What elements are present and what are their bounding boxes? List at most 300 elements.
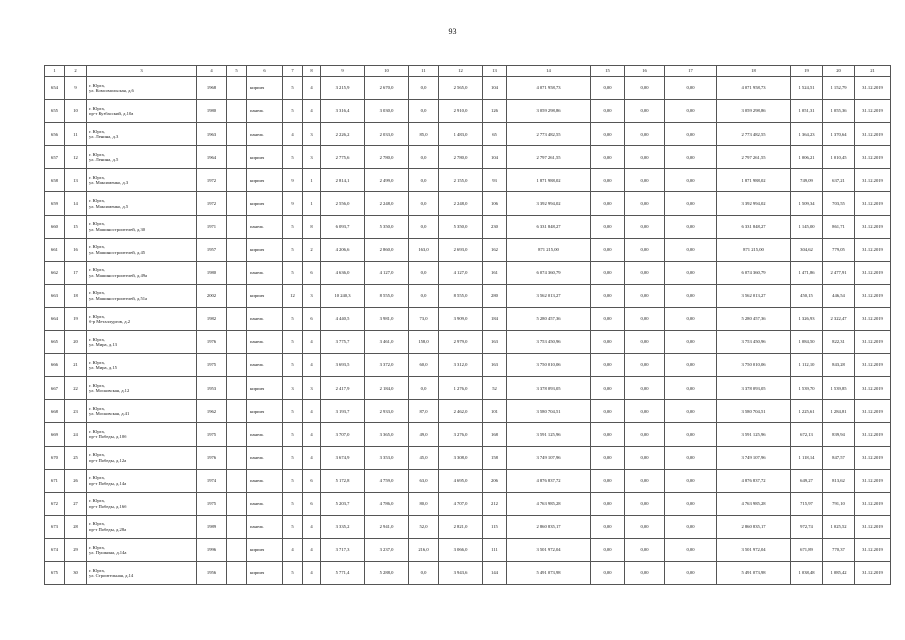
cell-c21: 31.12.2019 bbox=[855, 446, 891, 469]
cell-c5 bbox=[227, 146, 247, 169]
cell-c8: 3 bbox=[303, 377, 321, 400]
cell-c17: 0,00 bbox=[665, 515, 717, 538]
cell-c21: 31.12.2019 bbox=[855, 77, 891, 100]
table-row bbox=[45, 261, 891, 284]
address-city: г. Юрга, bbox=[89, 336, 105, 342]
address-street: пр-т Победы, д.14а bbox=[89, 480, 127, 486]
cell-c19: 1 038,48 bbox=[791, 561, 823, 584]
cell-c20: 1 370,64 bbox=[823, 123, 855, 146]
cell-c10: 3 353,0 bbox=[365, 446, 409, 469]
cell-c5 bbox=[227, 77, 247, 100]
address-street: ул. Ленина, д.3 bbox=[89, 134, 119, 140]
cell-c17: 0,00 bbox=[665, 77, 717, 100]
cell-c11: 0,0 bbox=[409, 100, 439, 123]
cell-c2: 14 bbox=[65, 192, 87, 215]
cell-c10: 2 941,0 bbox=[365, 515, 409, 538]
cell-c15: 0,00 bbox=[591, 515, 625, 538]
cell-c8: 4 bbox=[303, 561, 321, 584]
cell-c7: 5 bbox=[283, 307, 303, 330]
cell-c6: кирпич bbox=[247, 284, 283, 307]
cell-c7: 4 bbox=[283, 123, 303, 146]
address-city: г. Юрга, bbox=[89, 452, 105, 458]
cell-c2: 20 bbox=[65, 331, 87, 354]
cell-c8: 4 bbox=[303, 423, 321, 446]
address-cell bbox=[87, 377, 197, 400]
cell-c21: 31.12.2019 bbox=[855, 561, 891, 584]
cell-c6: панель bbox=[247, 492, 283, 515]
table-row bbox=[45, 307, 891, 330]
cell-c15: 0,00 bbox=[591, 215, 625, 238]
cell-c14: 3 750 010,06 bbox=[507, 354, 591, 377]
cell-c9: 3 335,2 bbox=[321, 515, 365, 538]
cell-c12: 4 695,0 bbox=[439, 469, 483, 492]
cell-c7: 5 bbox=[283, 77, 303, 100]
cell-c12: 2 248,0 bbox=[439, 192, 483, 215]
address-street: пр-т Кузбасский, д.10а bbox=[89, 111, 134, 117]
cell-c9: 2 775,6 bbox=[321, 146, 365, 169]
address-cell bbox=[87, 100, 197, 123]
cell-c18: 3 591 125,96 bbox=[717, 423, 791, 446]
cell-c20: 2 322,47 bbox=[823, 307, 855, 330]
cell-c5 bbox=[227, 377, 247, 400]
cell-c21: 31.12.2019 bbox=[855, 354, 891, 377]
cell-c13: 162 bbox=[483, 238, 507, 261]
cell-c10: 5 350,0 bbox=[365, 215, 409, 238]
table-row bbox=[45, 377, 891, 400]
cell-c17: 0,00 bbox=[665, 261, 717, 284]
cell-c8: 4 bbox=[303, 515, 321, 538]
address-street: б-р Металлургов, д.2 bbox=[89, 318, 131, 324]
address-city: г. Юрга, bbox=[89, 521, 105, 527]
cell-c4: 1953 bbox=[197, 377, 227, 400]
address-city: г. Юрга, bbox=[89, 175, 105, 181]
cell-c21: 31.12.2019 bbox=[855, 423, 891, 446]
address-cell bbox=[87, 192, 197, 215]
column-header: 5 bbox=[227, 66, 247, 77]
address-street: ул. Машиностроителей, д.49а bbox=[89, 272, 148, 278]
cell-c13: 101 bbox=[483, 400, 507, 423]
cell-c1: 660 bbox=[45, 215, 65, 238]
address-street: ул. Машиностроителей, д.51а bbox=[89, 295, 148, 301]
address-street: пр-т Победы, д.16б bbox=[89, 503, 127, 509]
cell-c9: 3 775,7 bbox=[321, 331, 365, 354]
cell-c5 bbox=[227, 423, 247, 446]
cell-c16: 0,00 bbox=[625, 123, 665, 146]
cell-c21: 31.12.2019 bbox=[855, 515, 891, 538]
cell-c2: 30 bbox=[65, 561, 87, 584]
cell-c19: 304,62 bbox=[791, 238, 823, 261]
cell-c4: 1957 bbox=[197, 238, 227, 261]
table-row bbox=[45, 238, 891, 261]
cell-c11: 0,0 bbox=[409, 77, 439, 100]
cell-c11: 0,0 bbox=[409, 192, 439, 215]
table-row bbox=[45, 515, 891, 538]
cell-c12: 5 350,0 bbox=[439, 215, 483, 238]
cell-c17: 0,00 bbox=[665, 307, 717, 330]
address-street: ул. Комсомольская, д.6 bbox=[89, 88, 134, 94]
cell-c19: 1 471,86 bbox=[791, 261, 823, 284]
cell-c20: 839,94 bbox=[823, 423, 855, 446]
cell-c2: 24 bbox=[65, 423, 87, 446]
cell-c2: 25 bbox=[65, 446, 87, 469]
cell-c8: 4 bbox=[303, 77, 321, 100]
cell-c18: 3 562 013,27 bbox=[717, 284, 791, 307]
cell-c10: 3 372,0 bbox=[365, 354, 409, 377]
cell-c13: 111 bbox=[483, 538, 507, 561]
cell-c6: панель bbox=[247, 446, 283, 469]
cell-c9: 4 206,6 bbox=[321, 238, 365, 261]
cell-c17: 0,00 bbox=[665, 284, 717, 307]
cell-c18: 5 491 073,98 bbox=[717, 561, 791, 584]
cell-c13: 230 bbox=[483, 215, 507, 238]
cell-c15: 0,00 bbox=[591, 192, 625, 215]
cell-c2: 17 bbox=[65, 261, 87, 284]
cell-c15: 0,00 bbox=[591, 331, 625, 354]
cell-c14: 3 749 107,96 bbox=[507, 446, 591, 469]
cell-c7: 5 bbox=[283, 561, 303, 584]
cell-c14: 3 501 972,04 bbox=[507, 538, 591, 561]
cell-c21: 31.12.2019 bbox=[855, 192, 891, 215]
cell-c20: 1 539,85 bbox=[823, 377, 855, 400]
cell-c13: 280 bbox=[483, 284, 507, 307]
column-header: 20 bbox=[823, 66, 855, 77]
cell-c1: 659 bbox=[45, 192, 65, 215]
cell-c7: 5 bbox=[283, 469, 303, 492]
column-header: 6 bbox=[247, 66, 283, 77]
cell-c8: 1 bbox=[303, 192, 321, 215]
cell-c17: 0,00 bbox=[665, 400, 717, 423]
cell-c18: 3 753 450,96 bbox=[717, 331, 791, 354]
cell-c19: 450,15 bbox=[791, 284, 823, 307]
cell-c1: 666 bbox=[45, 354, 65, 377]
cell-c5 bbox=[227, 515, 247, 538]
cell-c11: 60,0 bbox=[409, 354, 439, 377]
cell-c14: 3 392 994,02 bbox=[507, 192, 591, 215]
cell-c17: 0,00 bbox=[665, 377, 717, 400]
address-city: г. Юрга, bbox=[89, 429, 105, 435]
address-street: пр-т Победы, д.10б bbox=[89, 434, 127, 440]
cell-c13: 106 bbox=[483, 192, 507, 215]
column-header: 3 bbox=[87, 66, 197, 77]
cell-c15: 0,00 bbox=[591, 400, 625, 423]
address-cell bbox=[87, 423, 197, 446]
cell-c13: 65 bbox=[483, 123, 507, 146]
address-cell bbox=[87, 146, 197, 169]
table-row bbox=[45, 123, 891, 146]
address-cell bbox=[87, 538, 197, 561]
cell-c17: 0,00 bbox=[665, 423, 717, 446]
cell-c16: 0,00 bbox=[625, 492, 665, 515]
cell-c2: 16 bbox=[65, 238, 87, 261]
cell-c10: 3 237,0 bbox=[365, 538, 409, 561]
cell-c6: кирпич bbox=[247, 561, 283, 584]
cell-c19: 1 084,50 bbox=[791, 331, 823, 354]
page-number: 93 bbox=[448, 27, 457, 36]
cell-c21: 31.12.2019 bbox=[855, 469, 891, 492]
cell-c8: 6 bbox=[303, 469, 321, 492]
table-row bbox=[45, 469, 891, 492]
cell-c16: 0,00 bbox=[625, 77, 665, 100]
cell-c4: 1975 bbox=[197, 423, 227, 446]
cell-c16: 0,00 bbox=[625, 261, 665, 284]
cell-c19: 671,89 bbox=[791, 538, 823, 561]
cell-c10: 2 248,0 bbox=[365, 192, 409, 215]
cell-c9: 3 193,7 bbox=[321, 400, 365, 423]
cell-c19: 1 225,61 bbox=[791, 400, 823, 423]
cell-c4: 1974 bbox=[197, 469, 227, 492]
cell-c20: 861,71 bbox=[823, 215, 855, 238]
cell-c15: 0,00 bbox=[591, 77, 625, 100]
cell-c6: панель bbox=[247, 261, 283, 284]
cell-c10: 3 365,0 bbox=[365, 423, 409, 446]
cell-c18: 6 074 360,79 bbox=[717, 261, 791, 284]
cell-c18: 6 331 848,27 bbox=[717, 215, 791, 238]
cell-c1: 657 bbox=[45, 146, 65, 169]
cell-c8: 3 bbox=[303, 146, 321, 169]
table-row bbox=[45, 100, 891, 123]
cell-c21: 31.12.2019 bbox=[855, 215, 891, 238]
cell-c21: 31.12.2019 bbox=[855, 307, 891, 330]
cell-c21: 31.12.2019 bbox=[855, 538, 891, 561]
cell-c1: 675 bbox=[45, 561, 65, 584]
cell-c4: 1968 bbox=[197, 77, 227, 100]
cell-c15: 0,00 bbox=[591, 446, 625, 469]
address-street: ул. Максименко, д.3 bbox=[89, 180, 129, 186]
cell-c6: кирпич bbox=[247, 169, 283, 192]
address-cell bbox=[87, 307, 197, 330]
cell-c7: 5 bbox=[283, 261, 303, 284]
cell-c10: 5 288,0 bbox=[365, 561, 409, 584]
address-city: г. Юрга, bbox=[89, 105, 105, 111]
column-header: 19 bbox=[791, 66, 823, 77]
cell-c21: 31.12.2019 bbox=[855, 377, 891, 400]
cell-c7: 9 bbox=[283, 169, 303, 192]
cell-c14: 4 071 958,73 bbox=[507, 77, 591, 100]
column-header: 9 bbox=[321, 66, 365, 77]
cell-c7: 5 bbox=[283, 215, 303, 238]
cell-c18: 1 871 988,02 bbox=[717, 169, 791, 192]
cell-c14: 2 773 482,55 bbox=[507, 123, 591, 146]
cell-c15: 0,00 bbox=[591, 469, 625, 492]
cell-c17: 0,00 bbox=[665, 354, 717, 377]
cell-c1: 663 bbox=[45, 284, 65, 307]
cell-c15: 0,00 bbox=[591, 146, 625, 169]
cell-c20: 813,62 bbox=[823, 469, 855, 492]
cell-c7: 5 bbox=[283, 100, 303, 123]
cell-c21: 31.12.2019 bbox=[855, 123, 891, 146]
cell-c16: 0,00 bbox=[625, 169, 665, 192]
cell-c14: 4 763 985,28 bbox=[507, 492, 591, 515]
cell-c9: 5 203,7 bbox=[321, 492, 365, 515]
cell-c7: 5 bbox=[283, 146, 303, 169]
cell-c16: 0,00 bbox=[625, 446, 665, 469]
cell-c9: 10 240,3 bbox=[321, 284, 365, 307]
cell-c15: 0,00 bbox=[591, 261, 625, 284]
cell-c9: 4 636,0 bbox=[321, 261, 365, 284]
column-header: 15 bbox=[591, 66, 625, 77]
cell-c2: 13 bbox=[65, 169, 87, 192]
cell-c18: 3 392 994,02 bbox=[717, 192, 791, 215]
cell-c19: 1 006,21 bbox=[791, 146, 823, 169]
cell-c11: 0,0 bbox=[409, 284, 439, 307]
cell-c9: 2 556,0 bbox=[321, 192, 365, 215]
cell-c10: 2 780,0 bbox=[365, 146, 409, 169]
cell-c1: 658 bbox=[45, 169, 65, 192]
cell-c13: 212 bbox=[483, 492, 507, 515]
address-cell bbox=[87, 261, 197, 284]
address-cell bbox=[87, 492, 197, 515]
cell-c16: 0,00 bbox=[625, 538, 665, 561]
cell-c1: 668 bbox=[45, 400, 65, 423]
cell-c20: 1 025,52 bbox=[823, 515, 855, 538]
cell-c11: 49,0 bbox=[409, 423, 439, 446]
cell-c2: 21 bbox=[65, 354, 87, 377]
cell-c2: 23 bbox=[65, 400, 87, 423]
cell-c11: 73,0 bbox=[409, 307, 439, 330]
cell-c15: 0,00 bbox=[591, 238, 625, 261]
cell-c14: 3 059 298,86 bbox=[507, 100, 591, 123]
cell-c13: 52 bbox=[483, 377, 507, 400]
cell-c9: 3 707,0 bbox=[321, 423, 365, 446]
cell-c5 bbox=[227, 400, 247, 423]
cell-c12: 4 707,0 bbox=[439, 492, 483, 515]
cell-c13: 161 bbox=[483, 261, 507, 284]
cell-c10: 3 461,0 bbox=[365, 331, 409, 354]
cell-c13: 163 bbox=[483, 331, 507, 354]
cell-c12: 2 462,0 bbox=[439, 400, 483, 423]
table-row bbox=[45, 423, 891, 446]
cell-c1: 662 bbox=[45, 261, 65, 284]
cell-c8: 2 bbox=[303, 238, 321, 261]
cell-c20: 637,21 bbox=[823, 169, 855, 192]
cell-c14: 4 876 837,72 bbox=[507, 469, 591, 492]
cell-c19: 715,97 bbox=[791, 492, 823, 515]
cell-c7: 3 bbox=[283, 377, 303, 400]
address-cell bbox=[87, 77, 197, 100]
cell-c10: 3 030,0 bbox=[365, 100, 409, 123]
cell-c9: 3 693,5 bbox=[321, 354, 365, 377]
cell-c12: 2 155,0 bbox=[439, 169, 483, 192]
cell-c1: 671 bbox=[45, 469, 65, 492]
cell-c1: 664 bbox=[45, 307, 65, 330]
cell-c4: 1972 bbox=[197, 192, 227, 215]
cell-c6: кирпич bbox=[247, 77, 283, 100]
column-header: 10 bbox=[365, 66, 409, 77]
cell-c20: 703,55 bbox=[823, 192, 855, 215]
address-street: ул. Мира, д.15 bbox=[89, 365, 117, 371]
column-header: 8 bbox=[303, 66, 321, 77]
cell-c11: 216,0 bbox=[409, 538, 439, 561]
cell-c10: 4 127,0 bbox=[365, 261, 409, 284]
table-row bbox=[45, 169, 891, 192]
address-cell bbox=[87, 561, 197, 584]
cell-c4: 1975 bbox=[197, 492, 227, 515]
cell-c1: 661 bbox=[45, 238, 65, 261]
cell-c12: 3 066,0 bbox=[439, 538, 483, 561]
cell-c10: 2 670,0 bbox=[365, 77, 409, 100]
cell-c5 bbox=[227, 331, 247, 354]
cell-c9: 3 717,3 bbox=[321, 538, 365, 561]
address-city: г. Юрга, bbox=[89, 544, 105, 550]
cell-c2: 26 bbox=[65, 469, 87, 492]
cell-c6: кирпич bbox=[247, 538, 283, 561]
address-cell bbox=[87, 238, 197, 261]
cell-c18: 3 580 704,51 bbox=[717, 400, 791, 423]
cell-c13: 206 bbox=[483, 469, 507, 492]
cell-c13: 168 bbox=[483, 423, 507, 446]
cell-c10: 4 786,0 bbox=[365, 492, 409, 515]
address-cell bbox=[87, 400, 197, 423]
cell-c17: 0,00 bbox=[665, 100, 717, 123]
column-header: 18 bbox=[717, 66, 791, 77]
column-header: 2 bbox=[65, 66, 87, 77]
cell-c9: 2 814,1 bbox=[321, 169, 365, 192]
cell-c2: 29 bbox=[65, 538, 87, 561]
cell-c14: 3 753 450,96 bbox=[507, 331, 591, 354]
cell-c11: 52,0 bbox=[409, 515, 439, 538]
column-header: 21 bbox=[855, 66, 891, 77]
address-street: ул. Строительная, д.14 bbox=[89, 573, 134, 579]
cell-c8: 4 bbox=[303, 100, 321, 123]
cell-c11: 0,0 bbox=[409, 169, 439, 192]
cell-c5 bbox=[227, 100, 247, 123]
cell-c18: 5 280 457,36 bbox=[717, 307, 791, 330]
address-city: г. Юрга, bbox=[89, 198, 105, 204]
cell-c20: 843,28 bbox=[823, 354, 855, 377]
column-header: 7 bbox=[283, 66, 303, 77]
cell-c8: 4 bbox=[303, 354, 321, 377]
cell-c9: 2 226,2 bbox=[321, 123, 365, 146]
address-city: г. Юрга, bbox=[89, 475, 105, 481]
address-city: г. Юрга, bbox=[89, 382, 105, 388]
cell-c2: 18 bbox=[65, 284, 87, 307]
address-street: ул. Пушкина, д.14а bbox=[89, 549, 127, 555]
cell-c16: 0,00 bbox=[625, 331, 665, 354]
address-cell bbox=[87, 215, 197, 238]
cell-c12: 3 276,0 bbox=[439, 423, 483, 446]
cell-c4: 1963 bbox=[197, 123, 227, 146]
address-cell bbox=[87, 284, 197, 307]
cell-c8: 1 bbox=[303, 169, 321, 192]
cell-c8: 4 bbox=[303, 331, 321, 354]
cell-c2: 15 bbox=[65, 215, 87, 238]
address-street: ул. Машиностроителей, д.30 bbox=[89, 226, 146, 232]
cell-c2: 9 bbox=[65, 77, 87, 100]
cell-c15: 0,00 bbox=[591, 377, 625, 400]
cell-c1: 670 bbox=[45, 446, 65, 469]
cell-c14: 3 378 093,05 bbox=[507, 377, 591, 400]
cell-c19: 1 118,14 bbox=[791, 446, 823, 469]
address-city: г. Юрга, bbox=[89, 498, 105, 504]
cell-c20: 1 010,45 bbox=[823, 146, 855, 169]
cell-c19: 1 112,10 bbox=[791, 354, 823, 377]
cell-c18: 3 749 107,96 bbox=[717, 446, 791, 469]
cell-c9: 2 417,9 bbox=[321, 377, 365, 400]
cell-c2: 27 bbox=[65, 492, 87, 515]
cell-c13: 93 bbox=[483, 169, 507, 192]
cell-c11: 45,0 bbox=[409, 446, 439, 469]
address-cell bbox=[87, 446, 197, 469]
cell-c7: 5 bbox=[283, 400, 303, 423]
cell-c17: 0,00 bbox=[665, 169, 717, 192]
cell-c19: 1 509,34 bbox=[791, 192, 823, 215]
cell-c5 bbox=[227, 261, 247, 284]
cell-c11: 80,0 bbox=[409, 492, 439, 515]
cell-c11: 0,0 bbox=[409, 377, 439, 400]
cell-c17: 0,00 bbox=[665, 538, 717, 561]
cell-c15: 0,00 bbox=[591, 561, 625, 584]
cell-c5 bbox=[227, 192, 247, 215]
